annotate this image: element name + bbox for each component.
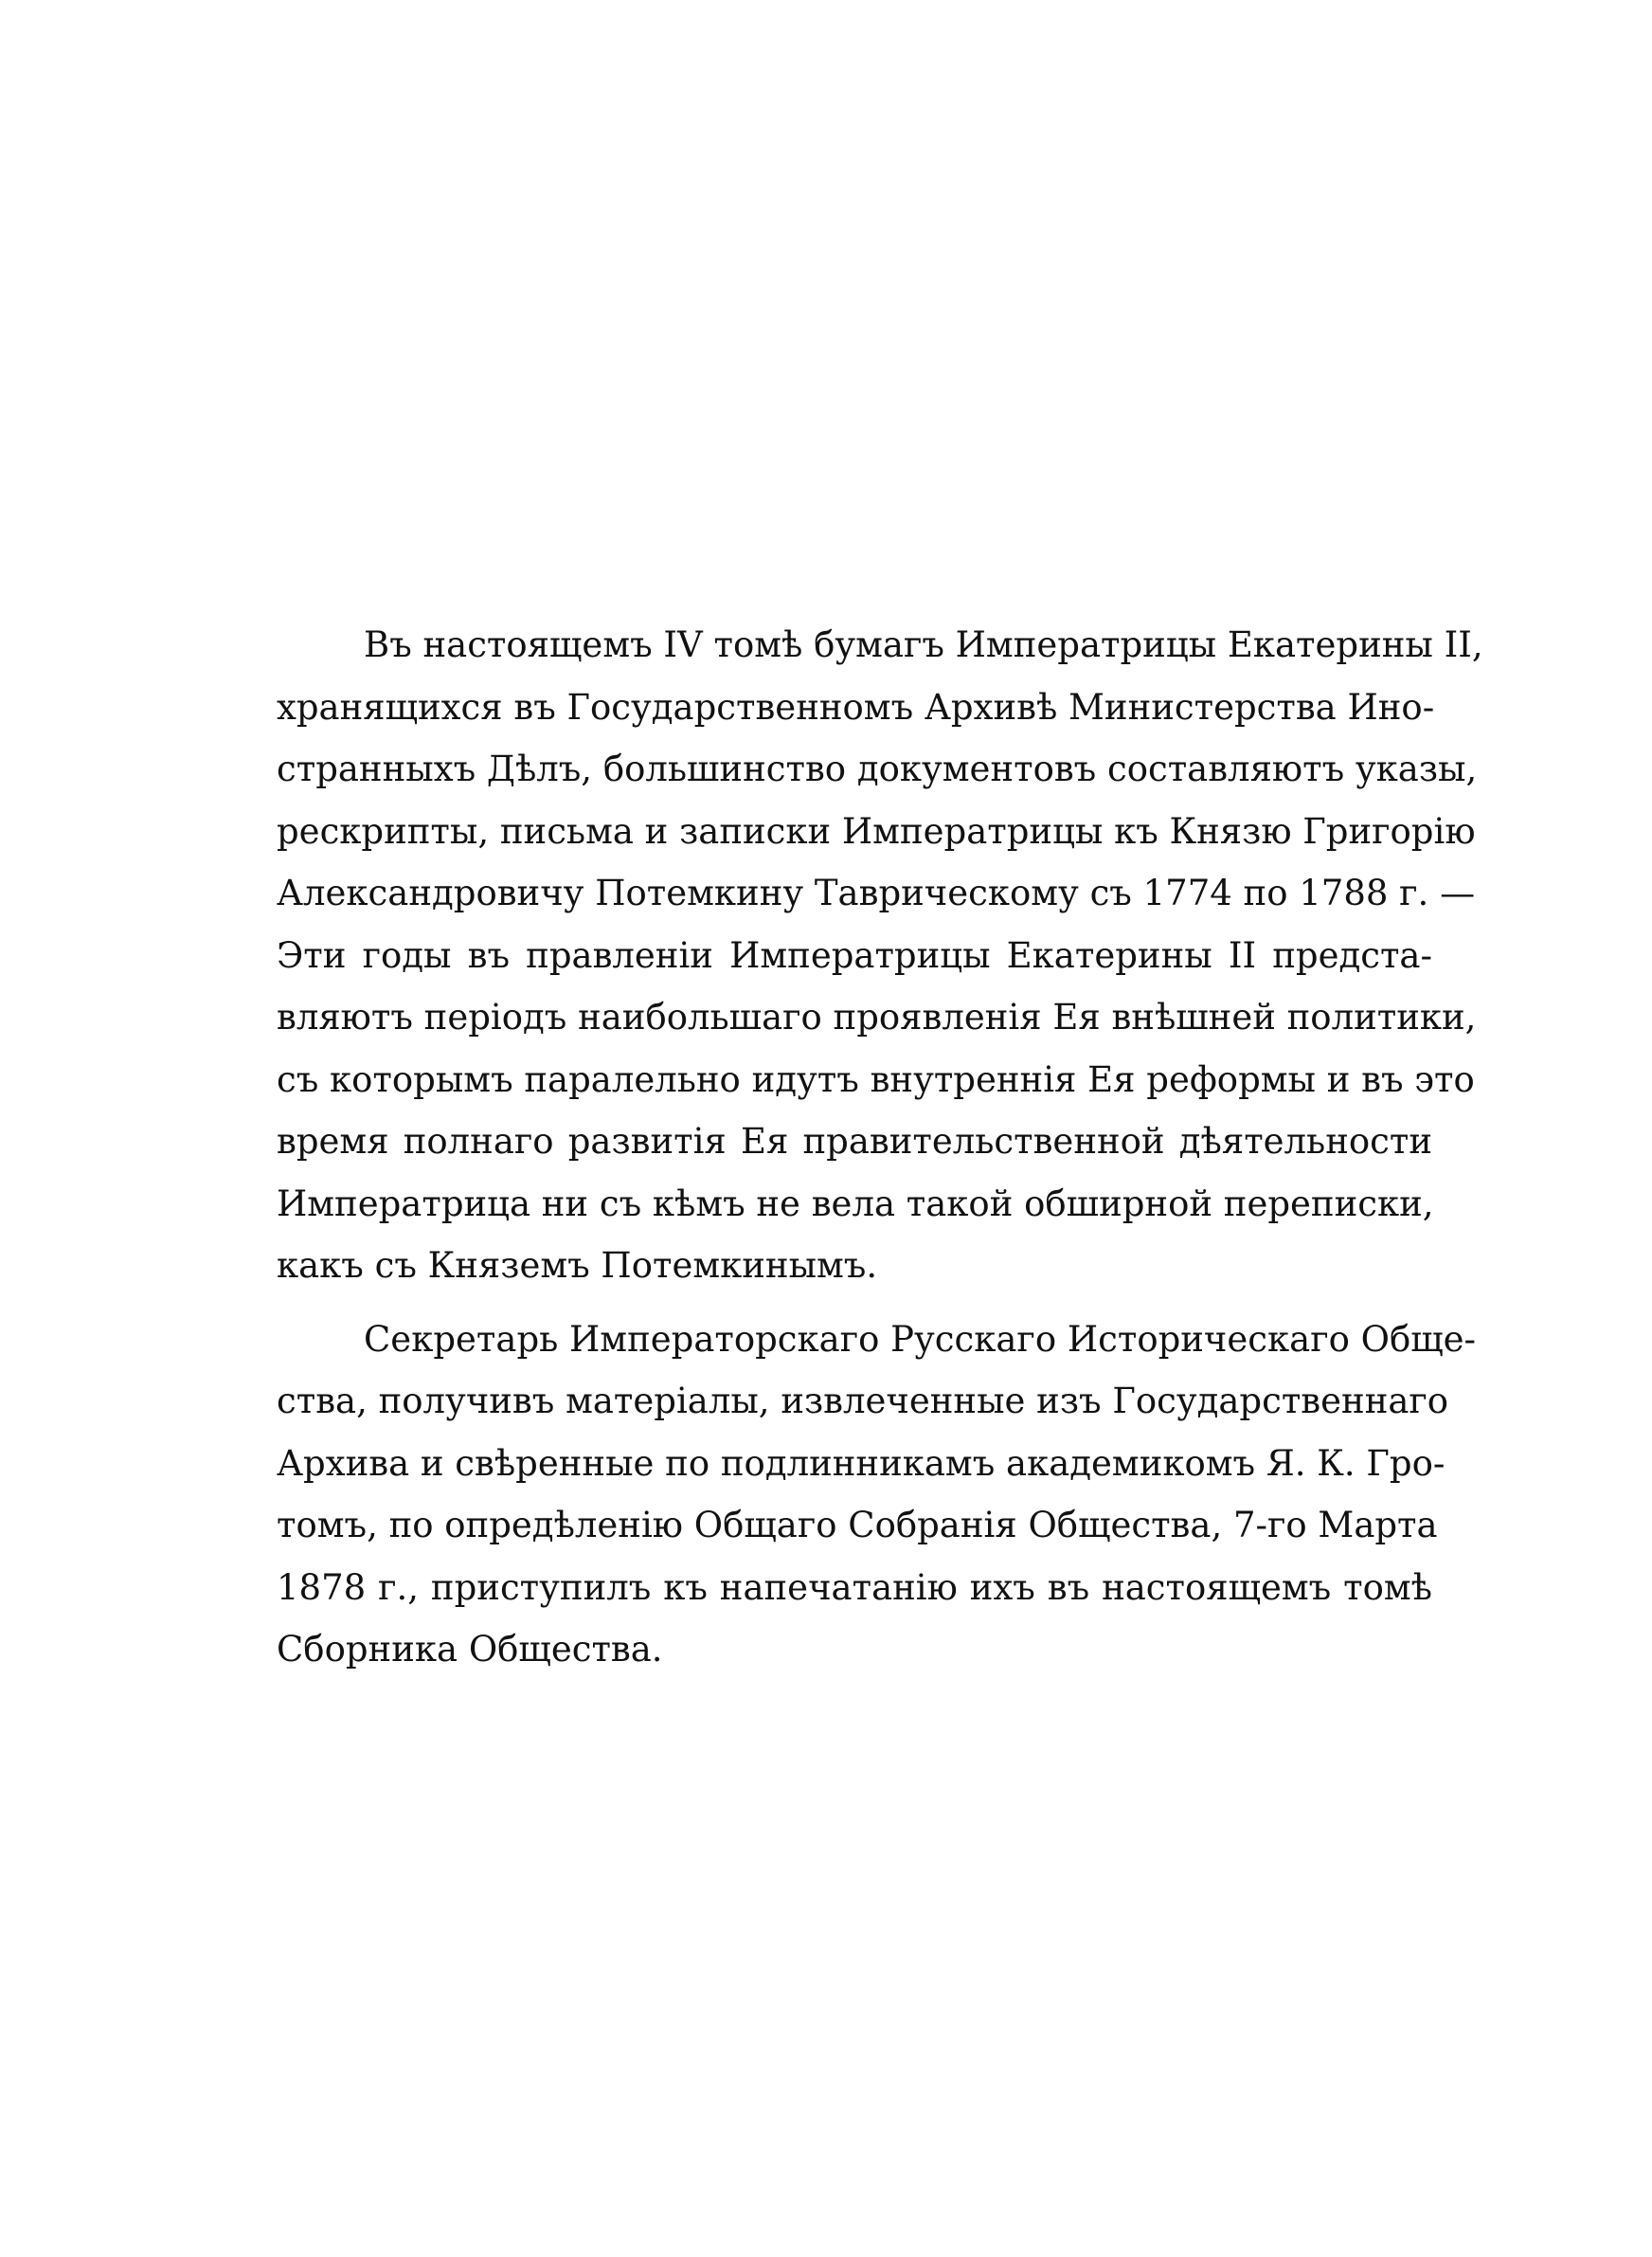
- text-line: съ которымъ паралельно идутъ внутреннія Ея реформы и въ это: [277, 1058, 1475, 1100]
- text-line: время полнаго развитія Ея правительственной дѣятельности: [277, 1121, 1432, 1162]
- paragraph-secretary: [277, 1309, 1477, 1681]
- text-line: странныхъ Дѣлъ, большинство документовъ составляютъ указы,: [277, 749, 1478, 789]
- text-line: Александровичу Потемкину Таврическому съ 1774 по 1788 г. —: [277, 873, 1476, 913]
- text-line: Императрица ни съ кѣмъ не вела такой обширной переписки,: [277, 1183, 1434, 1224]
- text-line: 1878 г., приступилъ къ напечатанію ихъ въ настоящемъ томѣ: [277, 1566, 1432, 1608]
- text-line: вляютъ періодъ наибольшаго проявленія Ея внѣшней политики,: [277, 997, 1477, 1038]
- paragraph-intro: [277, 614, 1483, 1297]
- text-line: томъ, по опредѣленію Общаго Собранія Общества, 7-го Марта: [277, 1505, 1438, 1545]
- text-line: рескрипты, письма и записки Императрицы къ Князю Григорію: [277, 810, 1476, 852]
- text-line: Секретарь Императорскаго Русскаго Историческаго Обще-: [364, 1318, 1477, 1360]
- text-line: Въ настоящемъ IV томѣ бумагъ Императрицы Екатерины II,: [364, 624, 1483, 665]
- body-text: [277, 614, 1483, 1681]
- text-line: Архива и свѣренные по подлинникамъ академикомъ Я. К. Гро-: [277, 1442, 1446, 1484]
- text-line: хранящихся въ Государственномъ Архивѣ Министерства Ино-: [277, 686, 1435, 728]
- text-line: ства, получивъ матеріалы, извлеченные изъ Государственнаго: [277, 1381, 1449, 1421]
- text-line: Эти годы въ правленіи Императрицы Екатерины II предста-: [277, 934, 1432, 976]
- text-line: какъ съ Княземъ Потемкинымъ.: [277, 1245, 878, 1286]
- paragraph-spacer: [277, 1297, 1432, 1309]
- text-line: Сборника Общества.: [277, 1629, 663, 1670]
